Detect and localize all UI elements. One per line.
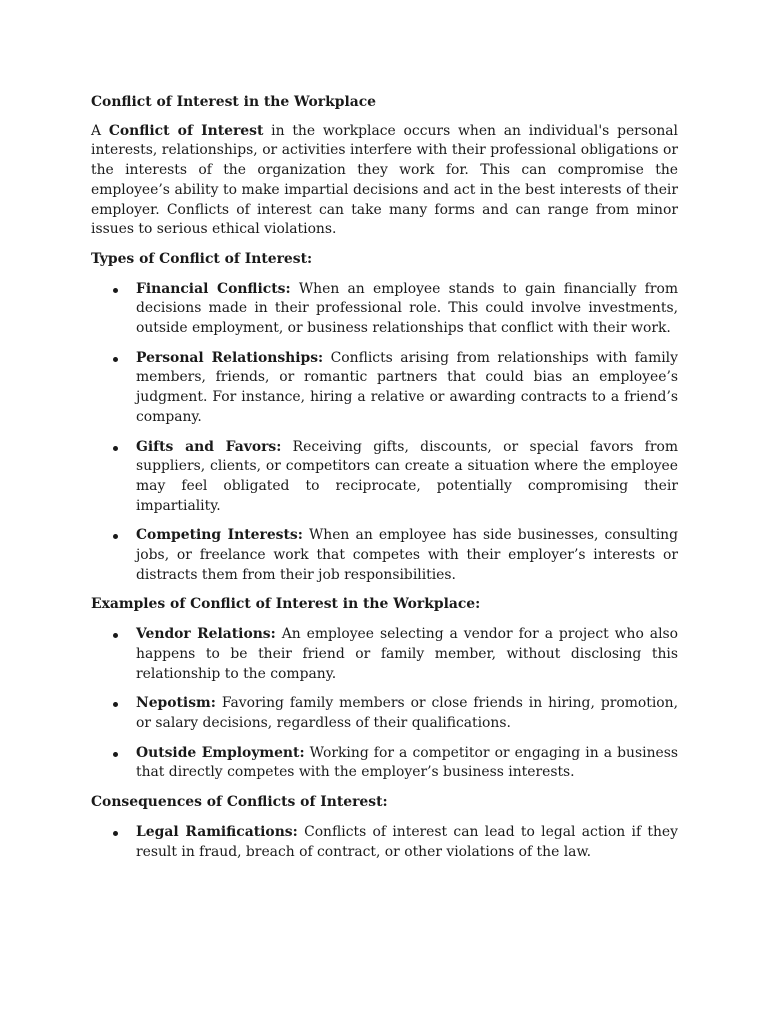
intro-paragraph <box>91 122 678 240</box>
list-item-nepotism <box>91 694 678 733</box>
types-list <box>91 280 678 586</box>
intro-term: Conflict of Interest <box>108 122 264 139</box>
bullet-icon <box>113 446 118 451</box>
item-term: Outside Employment: <box>136 744 305 761</box>
item-term: Financial Conflicts: <box>136 280 291 297</box>
item-term: Gifts and Favors: <box>136 438 282 455</box>
item-text: When an employee has side businesses, consulting jobs, or freelance work that competes with their employer’s interests or distracts them from their job responsibilities. <box>136 527 678 583</box>
item-text: Working for a competitor or engaging in a business that directly competes with the employer’s business interests. <box>136 744 678 781</box>
bullet-icon <box>113 288 118 293</box>
item-text: Conflicts arising from relationships with family members, friends, or romantic partners that could bias an employee’s judgment. For instance, hiring a relative or awarding contracts to a friend’s company. <box>136 349 678 425</box>
examples-list <box>91 625 678 783</box>
item-text: Favoring family members or close friends in hiring, promotion, or salary decisions, regardless of their qualifications. <box>136 695 678 731</box>
document-page <box>91 93 678 872</box>
section-heading-types: Types of Conflict of Interest: <box>91 250 313 267</box>
list-item-legal-ramifications <box>91 823 678 862</box>
intro-prefix: A <box>91 122 109 139</box>
document-title: Conflict of Interest in the Workplace <box>91 94 377 110</box>
list-item-vendor-relations <box>91 625 678 684</box>
item-text: Conflicts of interest can lead to legal action if they result in fraud, breach of contract, or other violations of the law. <box>136 823 678 860</box>
intro-text: in the workplace occurs when an individual's personal interests, relationships, or activities interfere with their professional obligations or the interests of the organization they work for. This can compromise the employee’s ability to make impartial decisions and act in the best interests of their employer. Conflicts of interest can take many forms and can range from minor issues to serious ethical violations. <box>91 122 678 238</box>
bullet-icon <box>113 702 118 707</box>
item-term: Vendor Relations: <box>136 626 276 643</box>
bullet-icon <box>113 752 118 757</box>
bullet-icon <box>113 357 118 362</box>
item-term: Legal Ramifications: <box>136 823 298 840</box>
bullet-icon <box>113 633 118 638</box>
section-heading-examples: Examples of Conflict of Interest in the Workplace: <box>91 596 481 613</box>
item-text: Receiving gifts, discounts, or special favors from suppliers, clients, or competitors can create a situation where the employee may feel obligated to reciprocate, potentially compromising their impartiality. <box>136 438 678 514</box>
item-text: When an employee stands to gain financially from decisions made in their professional role. This could involve investments, outside employment, or business relationships that conflict with their work. <box>136 280 678 337</box>
list-item-outside-employment <box>91 744 678 783</box>
section-heading-consequences: Consequences of Conflicts of Interest: <box>91 794 388 811</box>
consequences-list <box>91 823 678 862</box>
bullet-icon <box>113 831 118 836</box>
list-item-gifts-and-favors <box>91 438 678 517</box>
item-term: Personal Relationships: <box>136 349 324 366</box>
list-item-personal-relationships <box>91 349 678 428</box>
item-text: An employee selecting a vendor for a project who also happens to be their friend or family member, without disclosing this relationship to the company. <box>136 626 678 682</box>
list-item-competing-interests <box>91 526 678 585</box>
item-term: Nepotism: <box>136 695 216 712</box>
bullet-icon <box>113 534 118 539</box>
list-item-financial-conflicts <box>91 280 678 339</box>
item-term: Competing Interests: <box>136 527 303 544</box>
